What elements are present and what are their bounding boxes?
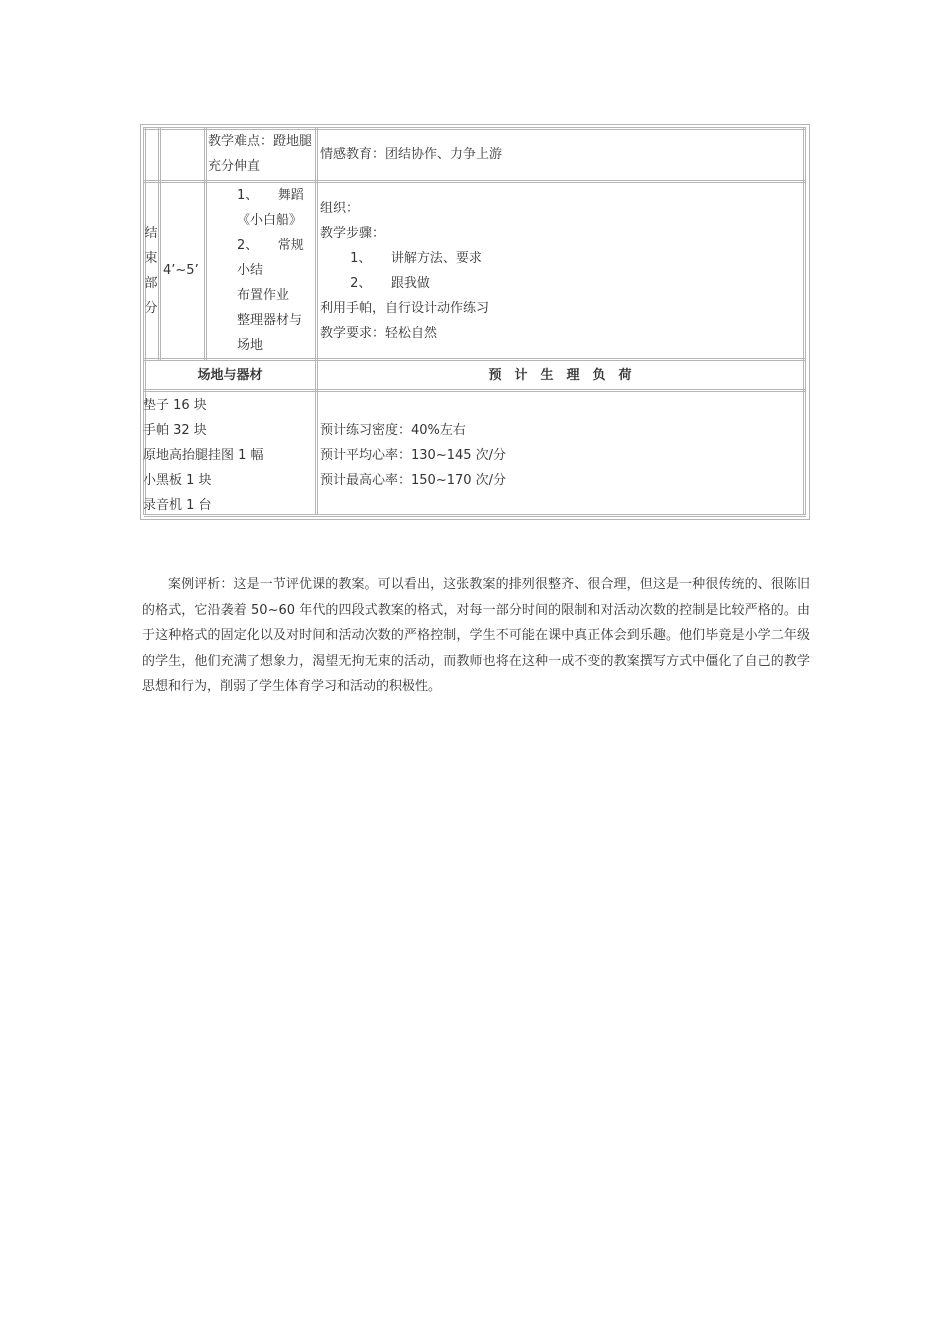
equipment-item: 小黑板 1 块 xyxy=(143,473,212,488)
load-header-text: 预 计 生 理 负 荷 xyxy=(488,368,632,383)
content-line: 《小白船》 xyxy=(237,213,303,228)
equipment-item: 录音机 1 台 xyxy=(143,498,212,513)
row-separator xyxy=(144,358,806,361)
case-review-paragraph: 案例评析：这是一节评优课的教案。可以看出，这张教案的排列很整齐、很合理，但这是一种很传统的、很陈旧的格式，它沿袭着 50~60 年代的四段式教案的格式，对每一部分时间的限制和对活动次数的控制是比较严格的。由于这种格式的固定化以及对时间和活动次数的严格控制，学生不可能在课中真正体会到乐趣。他们毕竟是小学二年级的学生，他们充满了想象力，渴望无拘无束的活动，而教师也将在这种一成不变的教案撰写方式中僵化了自己的教学思想和行为，削弱了学生体育学习和活动的积极性。 xyxy=(142,577,810,694)
organization-method-cell xyxy=(320,196,800,346)
content-line: 整理器材与 xyxy=(237,313,303,328)
content-line: 小结 xyxy=(237,263,264,278)
section-char: 部 xyxy=(144,276,158,291)
content-line: 2、 常规 xyxy=(237,238,304,253)
equipment-header-text: 场地与器材 xyxy=(197,368,263,383)
equipment-item: 垫子 16 块 xyxy=(143,398,207,413)
method-line: 教学步骤： xyxy=(320,226,386,241)
content-cell xyxy=(237,183,313,358)
section-char: 分 xyxy=(144,301,158,316)
equipment-list-cell xyxy=(143,393,315,518)
method-line: 教学要求：轻松自然 xyxy=(320,326,438,341)
section-char: 束 xyxy=(144,251,158,266)
section-name-cell xyxy=(144,221,158,321)
column-separator xyxy=(204,127,207,360)
load-item: 预计平均心率：130~145 次/分 xyxy=(320,448,507,463)
column-separator xyxy=(158,127,161,360)
load-item: 预计练习密度：40%左右 xyxy=(320,423,466,438)
method-line: 利用手帕，自行设计动作练习 xyxy=(320,301,490,316)
time-cell xyxy=(163,258,207,283)
lesson-plan-table xyxy=(140,124,810,520)
emotion-education-cell xyxy=(320,142,800,167)
equipment-item: 手帕 32 块 xyxy=(143,423,207,438)
load-header xyxy=(320,363,800,388)
content-line: 场地 xyxy=(237,338,264,353)
content-line: 1、 舞蹈 xyxy=(237,188,304,203)
column-separator xyxy=(315,127,318,515)
time-text: 4’~5’ xyxy=(163,263,199,278)
method-line: 组织： xyxy=(320,201,360,216)
emotion-education-text: 情感教育：团结协作、力争上游 xyxy=(320,147,503,162)
difficulty-line: 教学难点：蹬地腿 xyxy=(208,134,313,149)
section-char: 结 xyxy=(144,226,158,241)
teaching-difficulty-cell xyxy=(208,129,318,179)
content-line: 布置作业 xyxy=(237,288,290,303)
physiological-load-cell xyxy=(320,418,800,493)
equipment-item: 原地高抬腿挂图 1 幅 xyxy=(143,448,264,463)
equipment-header xyxy=(145,363,315,388)
difficulty-line: 充分伸直 xyxy=(208,159,261,174)
case-review xyxy=(142,572,810,700)
column-separator xyxy=(803,127,806,515)
load-item: 预计最高心率：150~170 次/分 xyxy=(320,473,507,488)
method-line: 1、 讲解方法、要求 xyxy=(320,251,482,266)
row-separator xyxy=(144,389,806,392)
method-line: 2、 跟我做 xyxy=(320,276,430,291)
